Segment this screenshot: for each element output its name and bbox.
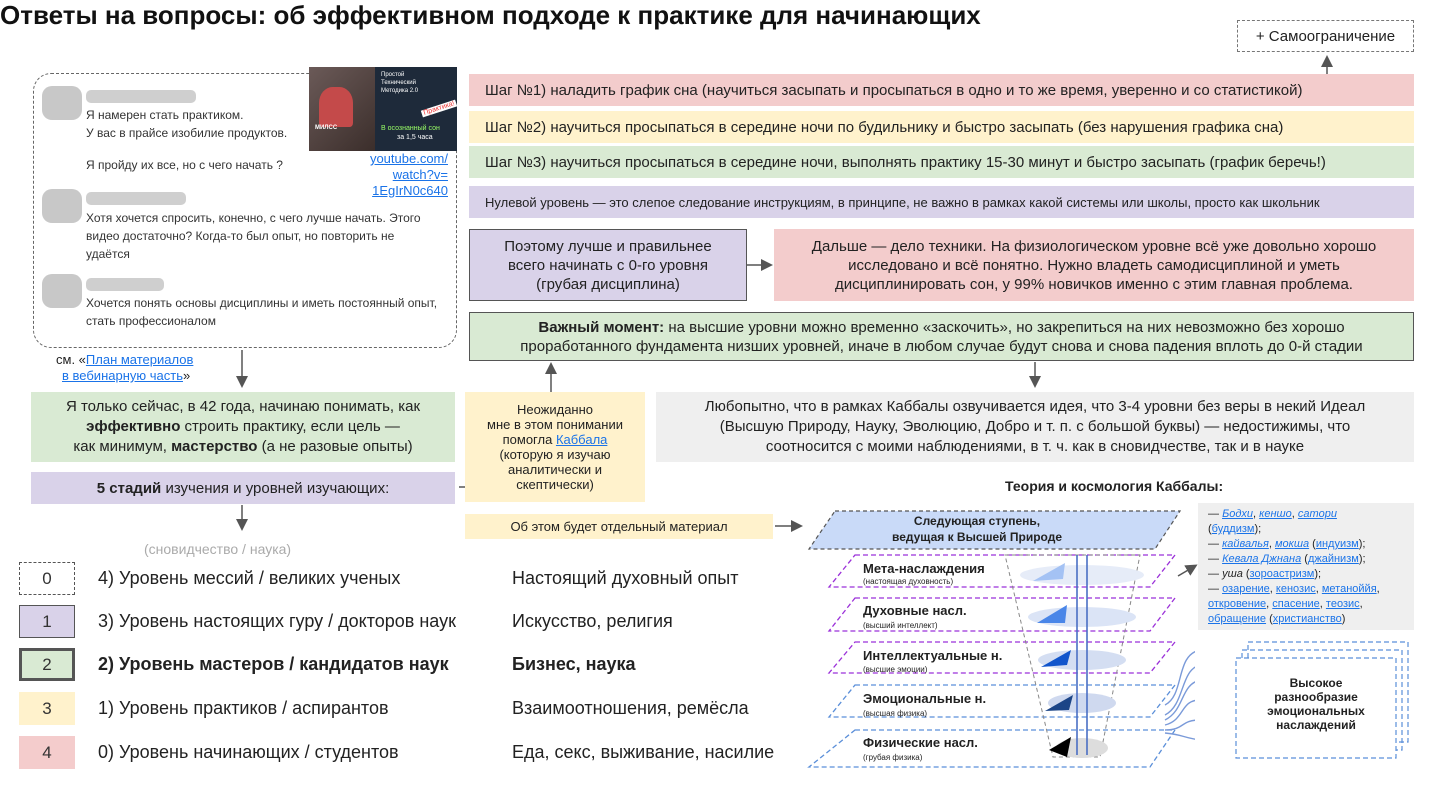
- layer-subtitle: (настоящая духовность): [863, 577, 954, 586]
- term-link[interactable]: мокша: [1274, 538, 1310, 550]
- dream-science-note: (сновидчество / наука): [144, 541, 292, 557]
- term-link[interactable]: Кевала Джнана: [1222, 553, 1302, 565]
- level-1-square: 1: [19, 605, 75, 638]
- layer-subtitle: (высшие эмоции): [863, 665, 928, 674]
- thumbnail-badge: Практика!: [422, 100, 456, 117]
- enlightenment-terms-list: — Бодхи, кеншо, сатори (буддизм); — кайвалья, мокша (индуизм); — Кевала Джнана (джайнизм); — уша (зороастризм); — озарение, кенозис, метаноййя, откровение, спасение, теозис, обращение (христианство): [1198, 503, 1414, 630]
- chat-message-line: Я пройду их все, но с чего начать ?: [86, 158, 283, 172]
- mastery-word: мастерство: [171, 438, 258, 455]
- layer-title: Духовные насл.: [863, 603, 967, 618]
- thumbnail-caption: за 1,5 часа: [397, 134, 433, 141]
- diversity-line: разнообразие: [1274, 690, 1358, 704]
- funnel-disc: [1038, 650, 1126, 670]
- five-stages-label: 5 стадий: [96, 479, 162, 497]
- emotional-diversity-label: [1236, 676, 1396, 732]
- term-link[interactable]: теозис: [1325, 598, 1360, 610]
- kabbalah-box-line: аналитически и: [507, 462, 603, 477]
- youtube-link-part[interactable]: 1EgIrN0c640: [372, 183, 448, 198]
- zero-level-box: Нулевой уровень — это слепое следование инструкциям, в принципе, не важно в рамках какой системы или школы, просто как школьник: [469, 186, 1414, 218]
- term-dash: —: [1208, 508, 1223, 520]
- thumbnail-brand: МИЛСС: [315, 125, 338, 131]
- term-link[interactable]: зороастризм: [1249, 568, 1315, 580]
- term-text: уша: [1222, 568, 1243, 580]
- video-thumbnail[interactable]: [309, 67, 457, 151]
- layer-title: Эмоциональные н.: [863, 691, 987, 706]
- technique-box: Дальше — дело техники. На физиологическом уровне всё уже довольно хорошо исследовано и всё понятно. Нужно владеть самодисциплиной и уметь дисциплинировать сон, у 99% новичков именно с этим главная проблема.: [774, 229, 1414, 301]
- fan-lines: [1165, 650, 1195, 740]
- chat-message-line: У вас в прайсе изобилие продуктов.: [86, 126, 288, 140]
- layer-title: Мета-наслаждения: [863, 561, 985, 576]
- layer-subtitle: (высший интеллект): [863, 621, 938, 630]
- plan-materials-link[interactable]: в вебинарную часть: [62, 368, 183, 383]
- see-also-prefix: см. «: [56, 352, 86, 367]
- diversity-line: эмоциональных: [1267, 704, 1365, 718]
- realization-line: как минимум,: [73, 438, 172, 455]
- start-box-line: всего начинать с 0-го уровня: [508, 256, 708, 274]
- step-3-box: Шаг №3) научиться просыпаться в середине ночи, выполнять практику 15-30 минут и быстро засыпать (график беречь!): [469, 146, 1414, 178]
- kabbalah-box-line: Неожиданно: [516, 402, 594, 417]
- level-domain: Еда, секс, выживание, насилие: [512, 742, 775, 762]
- chat-message-2: Хотя хочется спросить, конечно, с чего лучше начать. Этого видео достаточно? Когда-то был опыт, но повторить не удаётся: [86, 211, 421, 261]
- avatar: [42, 189, 82, 223]
- diversity-line: Высокое: [1289, 676, 1343, 690]
- self-restriction-box: + Самоограничение: [1237, 20, 1414, 52]
- layer-title: Интеллектуальные н.: [863, 648, 1003, 663]
- level-2-square: 2: [19, 648, 75, 681]
- term-link[interactable]: христианство: [1272, 613, 1342, 625]
- important-note-box: [469, 312, 1414, 361]
- level-name: 4) Уровень мессий / великих ученых: [98, 568, 401, 588]
- term-link[interactable]: озарение: [1222, 583, 1270, 595]
- five-stages-box: [31, 472, 455, 504]
- youtube-link-part[interactable]: watch?v=: [392, 167, 448, 182]
- term-link[interactable]: индуизм: [1315, 538, 1359, 550]
- next-stage-line: Следующая ступень,: [913, 514, 1041, 528]
- level-name: 3) Уровень настоящих гуру / докторов наук: [98, 611, 456, 631]
- chat-message-3: Хочется понять основы дисциплины и иметь постоянный опыт, стать профессионалом: [86, 296, 438, 328]
- term-link[interactable]: сатори: [1297, 508, 1337, 520]
- level-name: 2) Уровень мастеров / кандидатов наук: [98, 654, 449, 674]
- term-link[interactable]: спасение: [1272, 598, 1320, 610]
- level-name: 1) Уровень практиков / аспирантов: [98, 698, 389, 718]
- youtube-link[interactable]: [338, 151, 448, 199]
- start-box-line: Поэтому лучше и правильнее: [504, 237, 712, 255]
- thumbnail-caption: В осознанный сон: [381, 125, 440, 132]
- chat-message-line: Я намерен стать практиком.: [86, 108, 244, 122]
- layer-subtitle: (грубая физика): [863, 753, 923, 762]
- term-link[interactable]: кеншо: [1259, 508, 1292, 520]
- five-stages-text: изучения и уровней изучающих:: [161, 479, 390, 497]
- important-label: Важный момент:: [538, 318, 665, 336]
- plan-materials-link[interactable]: План материалов: [85, 352, 194, 367]
- diversity-line: наслаждений: [1276, 718, 1356, 732]
- level-domain: Взаимоотношения, ремёсла: [512, 698, 749, 718]
- level-domain: Бизнес, наука: [512, 654, 636, 674]
- funnel-disc: [1020, 565, 1144, 585]
- kabbalah-link[interactable]: Каббала: [555, 432, 608, 447]
- layer-subtitle: (высшая физика): [863, 709, 928, 718]
- speaker-figure: [319, 87, 353, 127]
- start-level-zero-box: [469, 229, 747, 301]
- term-link[interactable]: буддизм: [1211, 523, 1255, 535]
- see-also-suffix: »: [182, 368, 191, 383]
- level-domain: Настоящий духовный опыт: [512, 568, 739, 588]
- level-name: 0) Уровень начинающих / студентов: [98, 742, 399, 762]
- see-also-note: [56, 352, 193, 384]
- important-text: на высшие уровни можно временно «заскочить», но закрепиться на них невозможно без хорошо проработанного фундамента низших уровней, иначе в любом случае будут снова и снова падения вплоть до 0-й стадии: [520, 318, 1363, 355]
- avatar: [42, 86, 82, 120]
- kabbalah-help-box: [465, 392, 645, 502]
- step-1-box: Шаг №1) наладить график сна (научиться засыпать и просыпаться в одно и то же время, уверенно и со статистикой): [469, 74, 1414, 106]
- term-link[interactable]: метаноййя: [1321, 583, 1377, 595]
- next-stage-label: [812, 513, 1142, 545]
- funnel-disc: [1028, 607, 1136, 627]
- kabbalah-box-line: (которую я изучаю: [499, 447, 611, 462]
- realization-line: (а не разовые опыты): [257, 438, 413, 455]
- term-link[interactable]: кайвалья: [1222, 538, 1269, 550]
- page-title: Ответы на вопросы: об эффективном подходе к практике для начинающих: [0, 0, 981, 30]
- level-3-square: 3: [19, 692, 75, 725]
- term-link[interactable]: Бодхи: [1222, 508, 1254, 520]
- avatar: [42, 274, 82, 308]
- effective-word: эффективно: [86, 418, 181, 435]
- realization-line: Я только сейчас, в 42 года, начинаю понимать, как: [65, 398, 421, 415]
- term-link[interactable]: джайнизм: [1307, 553, 1359, 565]
- next-stage-line: ведущая к Высшей Природе: [891, 530, 1063, 544]
- step-2-box: Шаг №2) научиться просыпаться в середине ночи по будильнику и быстро засыпать (без нарушения графика сна): [469, 111, 1414, 143]
- term-link[interactable]: обращение: [1208, 613, 1267, 625]
- cosmology-title: Теория и космология Каббалы:: [1005, 478, 1224, 494]
- kabbalah-box-line: мне в этом понимании: [487, 417, 623, 432]
- term-link[interactable]: кенозис: [1275, 583, 1316, 595]
- youtube-link-part[interactable]: youtube.com/: [369, 151, 448, 166]
- term-link[interactable]: откровение: [1208, 598, 1267, 610]
- redacted-name: [86, 278, 164, 291]
- layer-title: Физические насл.: [863, 735, 978, 750]
- redacted-name: [86, 192, 186, 205]
- level-4-square: 4: [19, 736, 75, 769]
- realization-line: строить практику, если цель —: [180, 418, 400, 435]
- kabbalah-box-line: помогла: [502, 432, 556, 447]
- kabbalah-box-line: скептически): [516, 477, 594, 492]
- level-domain: Искусство, религия: [512, 611, 673, 631]
- thumbnail-title: Простой Технический Методика 2.0: [381, 72, 419, 94]
- separate-material-box: Об этом будет отдельный материал: [465, 514, 773, 539]
- redacted-name: [86, 90, 196, 103]
- kabbalah-idea-box: Любопытно, что в рамках Каббалы озвучивается идея, что 3-4 уровни без веры в некий Идеал (Высшую Природу, Науку, Эволюцию, Добро и т. п. с большой буквы) — недостижимы, что соотносится с моими наблюдениями, в т. ч. как в сновидчестве, так и в науке: [656, 392, 1414, 462]
- level-0-square: 0: [19, 562, 75, 595]
- realization-box: [31, 392, 455, 462]
- start-box-line: (грубая дисциплина): [536, 275, 680, 293]
